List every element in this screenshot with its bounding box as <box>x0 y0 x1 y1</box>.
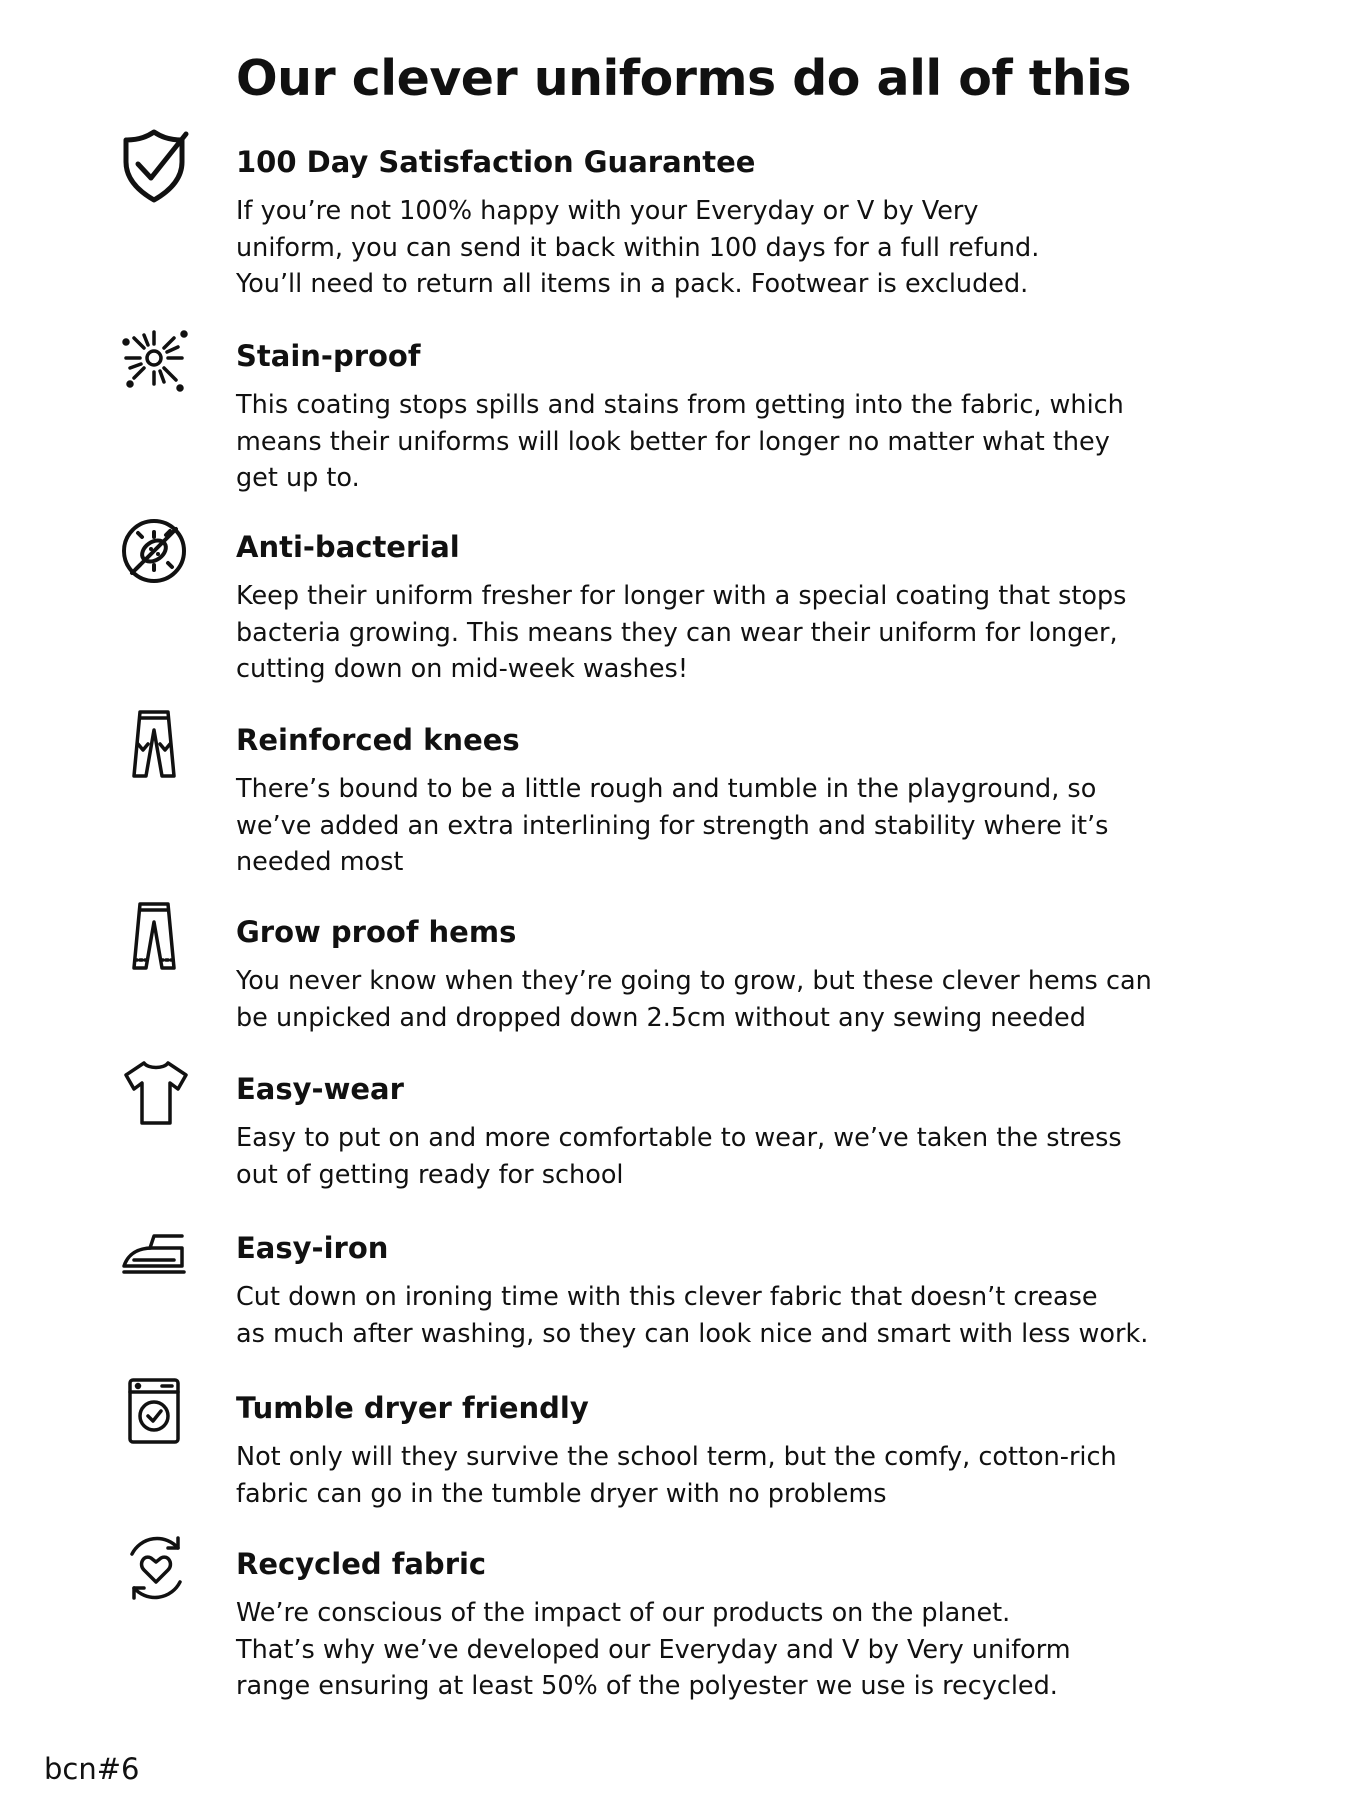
stain-burst-icon <box>118 322 194 398</box>
feature-description-line: cutting down on mid-week washes! <box>236 654 689 684</box>
feature-heading: Tumble dryer friendly <box>236 1391 589 1425</box>
recycle-heart-icon <box>118 1530 194 1606</box>
feature-heading: Stain-proof <box>236 339 421 373</box>
feature-description-line: Cut down on ironing time with this clever fabric that doesn’t crease <box>236 1282 1098 1312</box>
feature-description-line: We’re conscious of the impact of our products on the planet. <box>236 1598 1011 1628</box>
feature-description <box>236 193 1246 303</box>
feature-description-line: be unpicked and dropped down 2.5cm without any sewing needed <box>236 1002 1086 1033</box>
feature-heading: 100 Day Satisfaction Guarantee <box>236 145 756 179</box>
feature-description-line: If you’re not 100% happy with your Everyday or V by Very <box>236 196 979 226</box>
feature-description-line: There’s bound to be a little rough and tumble in the playground, so <box>236 774 1097 804</box>
feature-description-line: as much after washing, so they can look nice and smart with less work. <box>236 1318 1149 1349</box>
trousers-knees-icon <box>118 706 194 782</box>
feature-description-line: fabric can go in the tumble dryer with no problems <box>236 1478 887 1509</box>
feature-heading: Recycled fabric <box>236 1547 487 1581</box>
feature-description-line: uniform, you can send it back within 100 days for a full refund. <box>236 232 1040 263</box>
feature-description <box>236 1595 1246 1705</box>
iron-icon <box>118 1214 194 1290</box>
no-bacteria-icon <box>118 513 194 589</box>
shield-check-icon <box>118 128 194 204</box>
feature-description-line: out of getting ready for school <box>236 1159 624 1190</box>
page-title: Our clever uniforms do all of this <box>236 50 1132 107</box>
feature-heading: Anti-bacterial <box>236 530 460 564</box>
feature-heading: Reinforced knees <box>236 723 520 757</box>
feature-description-line: You never know when they’re going to grow, but these clever hems can <box>236 966 1152 996</box>
tshirt-icon <box>118 1055 194 1131</box>
feature-description-line: get up to. <box>236 463 360 493</box>
feature-description <box>236 1120 1246 1193</box>
feature-heading: Easy-iron <box>236 1231 389 1265</box>
page-reference-code: bcn#6 <box>44 1752 140 1786</box>
feature-description-line: Not only will they survive the school term, but the comfy, cotton-rich <box>236 1442 1117 1472</box>
tumble-dryer-icon <box>118 1374 194 1450</box>
feature-heading: Easy-wear <box>236 1072 404 1106</box>
feature-description-line: range ensuring at least 50% of the polyester we use is recycled. <box>236 1671 1058 1701</box>
feature-description <box>236 963 1246 1036</box>
feature-description <box>236 771 1246 881</box>
feature-description-line: Easy to put on and more comfortable to wear, we’ve taken the stress <box>236 1123 1122 1153</box>
feature-description <box>236 1439 1246 1512</box>
feature-description-line: This coating stops spills and stains from getting into the fabric, which <box>236 390 1124 420</box>
trousers-hem-icon <box>118 898 194 974</box>
feature-heading: Grow proof hems <box>236 915 517 949</box>
feature-description-line: You’ll need to return all items in a pack. Footwear is excluded. <box>236 269 1029 299</box>
feature-description-line: needed most <box>236 847 404 877</box>
feature-description-line: Keep their uniform fresher for longer with a special coating that stops <box>236 581 1127 611</box>
feature-description-line: bacteria growing. This means they can wear their uniform for longer, <box>236 617 1118 648</box>
feature-description-line: means their uniforms will look better for longer no matter what they <box>236 426 1110 457</box>
feature-description <box>236 387 1246 497</box>
feature-description-line: That’s why we’ve developed our Everyday and V by Very uniform <box>236 1634 1071 1665</box>
feature-description <box>236 578 1246 688</box>
feature-description-line: we’ve added an extra interlining for strength and stability where it’s <box>236 810 1109 841</box>
feature-description <box>236 1279 1246 1352</box>
